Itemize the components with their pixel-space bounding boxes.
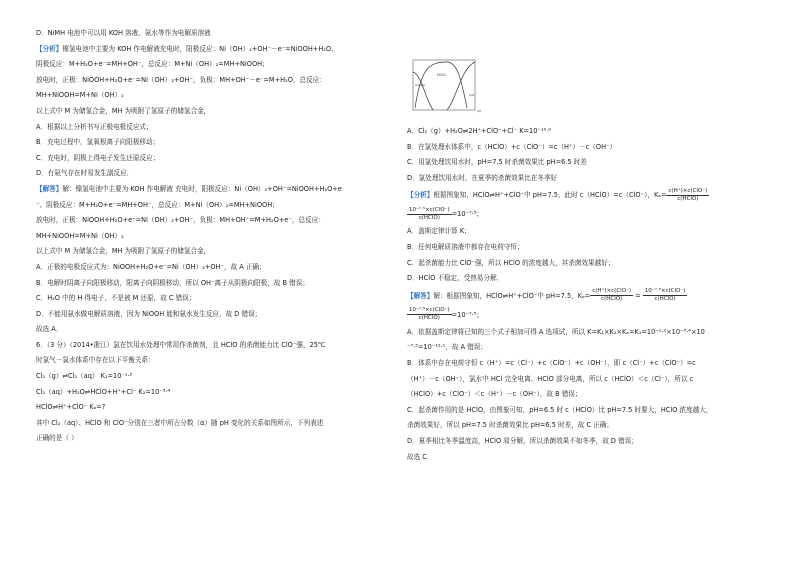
left-line — [36, 120, 392, 136]
line-text: C．充电时，阴极上得电子发生还原反应； — [36, 153, 160, 162]
left-line — [36, 369, 392, 385]
label-hclo: HClO — [437, 73, 446, 77]
left-line — [36, 229, 392, 245]
line-text: MH+NiOOH=M+Ni（OH）₂ — [36, 91, 124, 100]
left-line — [36, 431, 392, 447]
line-text: B．体系中存在电荷守恒 c（H⁺）=c（Cl⁻）+c（ClO⁻）+c（OH⁻），即 c（Cl⁻）+c（ClO⁻）=c — [407, 358, 696, 367]
left-line — [36, 400, 392, 416]
cl2aq-curve — [413, 72, 433, 110]
left-line — [36, 88, 392, 104]
line-text: Cl₂（g）⇌Cl₂（aq） K₁=10⁻¹·² — [36, 372, 133, 381]
line-text: C．起杀菌能力比 ClO⁻强，所以 HClO 的浓度越大，其杀菌效果越好； — [407, 258, 615, 267]
left-line — [36, 73, 392, 89]
line-text: 故选 C． — [407, 452, 434, 461]
line-text: 杀菌效果好，所以 pH=7.5 时杀菌效果比 pH=6.5 时差，故 C 正确； — [407, 421, 613, 430]
fraction-denominator: c(HClO) — [601, 296, 623, 303]
ka-fraction-2 — [643, 288, 688, 303]
right-line — [407, 372, 767, 388]
fraction-numerator: 10⁻⁷·⁵×c(ClO⁻) — [409, 206, 450, 213]
left-line — [36, 353, 392, 369]
fraction-numerator: 10⁻⁷·⁵×c(ClO⁻) — [409, 307, 450, 314]
label-cl2aq: Cl₂(aq) — [415, 83, 426, 87]
right-line — [407, 356, 767, 372]
right-line — [407, 140, 767, 156]
left-line — [36, 104, 392, 120]
right-line — [407, 403, 767, 419]
section-tag: 【分析】 — [36, 44, 63, 53]
right-line — [407, 340, 767, 356]
line-text: MH+NiOOH=M+Ni（OH）₂ — [36, 231, 124, 240]
line-text: C．H₂O 中的 H 得电子，不是被 M 还原，故 C 错误； — [36, 294, 196, 303]
right-line — [407, 124, 767, 140]
right-line — [407, 450, 767, 466]
line-text: D．氯处理饮用水时，在夏季的杀菌效果比在冬季好 — [407, 173, 558, 182]
clo-curve — [447, 62, 475, 110]
line-text: D．夏季相比冬季温度高，HClO 易分解，所以杀菌效果不如冬季，故 D 错误； — [407, 436, 638, 445]
label-clo: ClO⁻ — [469, 93, 476, 97]
line-text: A．盖斯定律计算 K； — [407, 227, 471, 236]
right-line — [407, 434, 767, 450]
ka-fraction — [590, 288, 633, 303]
line-text: A．根据以上分析书写正极电极反应式； — [36, 122, 153, 131]
line-text: ⁻、阴极反应：M+H₂O+e⁻=MH+OH⁻，总反应：M+Ni（OH）₂=MH+NiOOH； — [36, 200, 279, 209]
line-text: （H⁺）－c（OH⁻），氯水中 HCl 完全电离、HClO 部分电离，所以 c（HClO）＜c（Cl⁻），所以 c — [407, 374, 694, 383]
line-text: B．电解时阴离子向阳极移动，阳离子向阴极移动，所以 OH⁻离子从阴极向阳极，故 B 错误； — [36, 278, 309, 287]
line-text: 以上式中 M 为储氢合金，MH 为吸附了氢原子的储氢合金， — [36, 106, 211, 115]
line-text: （HClO）+c（ClO⁻）＜c（H⁺）－c（OH⁻），故 B 错误； — [407, 390, 582, 399]
left-line — [36, 307, 392, 323]
right-line — [407, 240, 767, 256]
line-text: D．不能用氨水做电解质溶液，因为 NiOOH 能和氨水发生反应，故 D 错误； — [36, 309, 262, 318]
left-line — [36, 322, 392, 338]
label-ph: pH — [477, 109, 482, 113]
line-text: C．起杀菌作用的是 HClO，由图象可知，pH=6.5 时 c（HClO）比 pH=7.5 时要大，HClO 浓度越大， — [407, 405, 713, 414]
left-line — [36, 291, 392, 307]
line-text: A．正极的电极反应式为：NiOOH+H₂O+e⁻=Ni（OH）₂+OH⁻，故 A 正确； — [36, 262, 266, 271]
left-line — [36, 57, 392, 73]
fraction-denominator: c(HClO) — [654, 296, 676, 303]
right-line — [407, 325, 767, 341]
left-column — [36, 26, 392, 447]
line-text: 解：根据图象知，HClO⇌H⁺+ClO⁻中 pH=7.5，Kₐ= — [433, 291, 591, 300]
line-text: B．在氯处理水体系中，c（HClO）+c（ClO⁻）=c（H⁺）－c（OH⁻） — [407, 142, 617, 151]
fraction-denominator: c(HClO) — [677, 195, 699, 202]
right-line — [407, 155, 767, 171]
left-line — [36, 338, 392, 354]
line-text: 放电时，正极：NiOOH+H₂O+e⁻=Ni（OH）₂+OH⁻，负极：MH+OH⁻=M+H₂O+e⁻，总反应： — [36, 216, 325, 225]
line-text: 解：镍氢电池中主要为 KOH 作电解液 充电时，阳极反应：Ni（OH）₂+OH⁻=NiOOH+H₂O+e — [62, 184, 342, 193]
left-line — [36, 151, 392, 167]
line-text: A．Cl₂（g）+H₂O⇌2H⁺+ClO⁻+Cl⁻ K=10⁻¹⁰·⁹ — [407, 127, 551, 135]
right-column — [407, 124, 767, 465]
line-text: HClO⇌H⁺+ClO⁻ Kₐ=? — [36, 403, 106, 412]
line-text: 以上式中 M 为储氢合金，MH 为吸附了氢原子的储氢合金， — [36, 247, 211, 256]
left-line — [36, 135, 392, 151]
line-text: 阴极反应：M+H₂O+e⁻=MH+OH⁻，总反应：M+Ni（OH）₂=MH+NiOOH； — [36, 60, 269, 69]
line-text: 放电时，正极：NiOOH+H₂O+e⁻=Ni（OH）₂+OH⁻，负极：MH+OH⁻－e⁻=M+H₂O，总反应： — [36, 75, 326, 84]
line-text: D．有氨气存在时易发生副反应． — [36, 169, 134, 178]
section-tag: 【解答】 — [36, 184, 63, 193]
line-text: 时氯气－氯水体系中存在以下平衡关系： — [36, 356, 155, 365]
line-text: =10⁻⁷·⁵； — [451, 310, 483, 319]
left-line — [36, 244, 392, 260]
section-tag: 【解答】 — [407, 291, 434, 300]
line-text: =10⁻⁷·⁵； — [451, 210, 483, 219]
fraction-numerator: c(H⁺)×c(ClO⁻) — [668, 187, 708, 194]
line-text: 根据图象知，HClO⇌H⁺+ClO⁻中 pH=7.5，此时 c（HClO）=c（ClO⁻），Kₐ= — [433, 191, 667, 200]
left-line — [36, 166, 392, 182]
equals: = — [633, 291, 643, 300]
fraction-numerator: c(H⁺)×c(ClO⁻) — [592, 288, 632, 295]
line-text: B．充电过程中，氢氧根离子向阳极移动； — [36, 138, 160, 147]
right-line — [407, 306, 767, 325]
line-text: ⁻⁷·⁵=10⁻¹²·¹，故 A 错误； — [407, 343, 487, 352]
species-fraction-chart — [407, 58, 491, 120]
line-text: B．任何电解质溶液中都存在电荷守恒； — [407, 242, 524, 251]
fraction-numerator: 10⁻⁷·⁵×c(ClO⁻) — [644, 288, 686, 295]
right-line — [407, 387, 767, 403]
left-line — [36, 276, 392, 292]
right-line — [407, 418, 767, 434]
left-line — [36, 213, 392, 229]
line-text: 镍氢电池中主要为 KOH 作电解液充电时，阳极反应：Ni（OH）₂+OH⁻－e⁻=NiOOH+H₂O、 — [62, 44, 338, 53]
right-line — [407, 186, 767, 205]
right-line — [407, 271, 767, 287]
right-line — [407, 287, 767, 306]
right-line — [407, 256, 767, 272]
left-line — [36, 26, 392, 42]
left-line — [36, 260, 392, 276]
right-line — [407, 224, 767, 240]
line-text: A．依据盖斯定律将已知的三个式子相加可得 A 选项试，所以 K=K₁×K₂×Kₐ=K₁=10⁻¹·²×10⁻³·⁴×10 — [407, 327, 705, 336]
ka-fraction-value — [407, 307, 452, 322]
line-text: 故选 A． — [36, 325, 63, 334]
line-text: C．用氯处理饮用水时，pH=7.5 时杀菌效果比 pH=6.5 时差 — [407, 158, 587, 167]
fraction-denominator: c(HClO) — [418, 214, 440, 221]
line-text: D．HClO 不稳定，受热易分解． — [407, 274, 504, 283]
left-line — [36, 385, 392, 401]
line-text: 正确的是（ ） — [36, 434, 78, 443]
section-tag: 【分析】 — [407, 191, 434, 200]
line-text: 其中 Cl₂（aq）、HClO 和 ClO⁻分别在三者中所占分数（α）随 pH 变化的关系如图所示，下列表述 — [36, 418, 324, 427]
left-line — [36, 182, 392, 198]
line-text: D．NiMH 电池中可以用 KOH 溶液、氨水等作为电解质溶液 — [36, 29, 211, 37]
line-text: Cl₂（aq）+H₂O⇌HClO+H⁺+Cl⁻ K₂=10⁻³·⁴ — [36, 387, 171, 396]
ka-fraction — [666, 188, 709, 203]
right-line — [407, 171, 767, 187]
fraction-denominator: c(HClO) — [418, 315, 440, 322]
left-line — [36, 42, 392, 58]
line-text: 6．（3 分）（2014•浙江）氯在饮用水处理中常用作杀菌剂，且 HClO 的杀菌能力比 ClO⁻强，25℃ — [36, 340, 326, 349]
right-line — [407, 205, 767, 224]
left-line — [36, 416, 392, 432]
left-line — [36, 198, 392, 214]
ka-fraction-value — [407, 207, 452, 222]
